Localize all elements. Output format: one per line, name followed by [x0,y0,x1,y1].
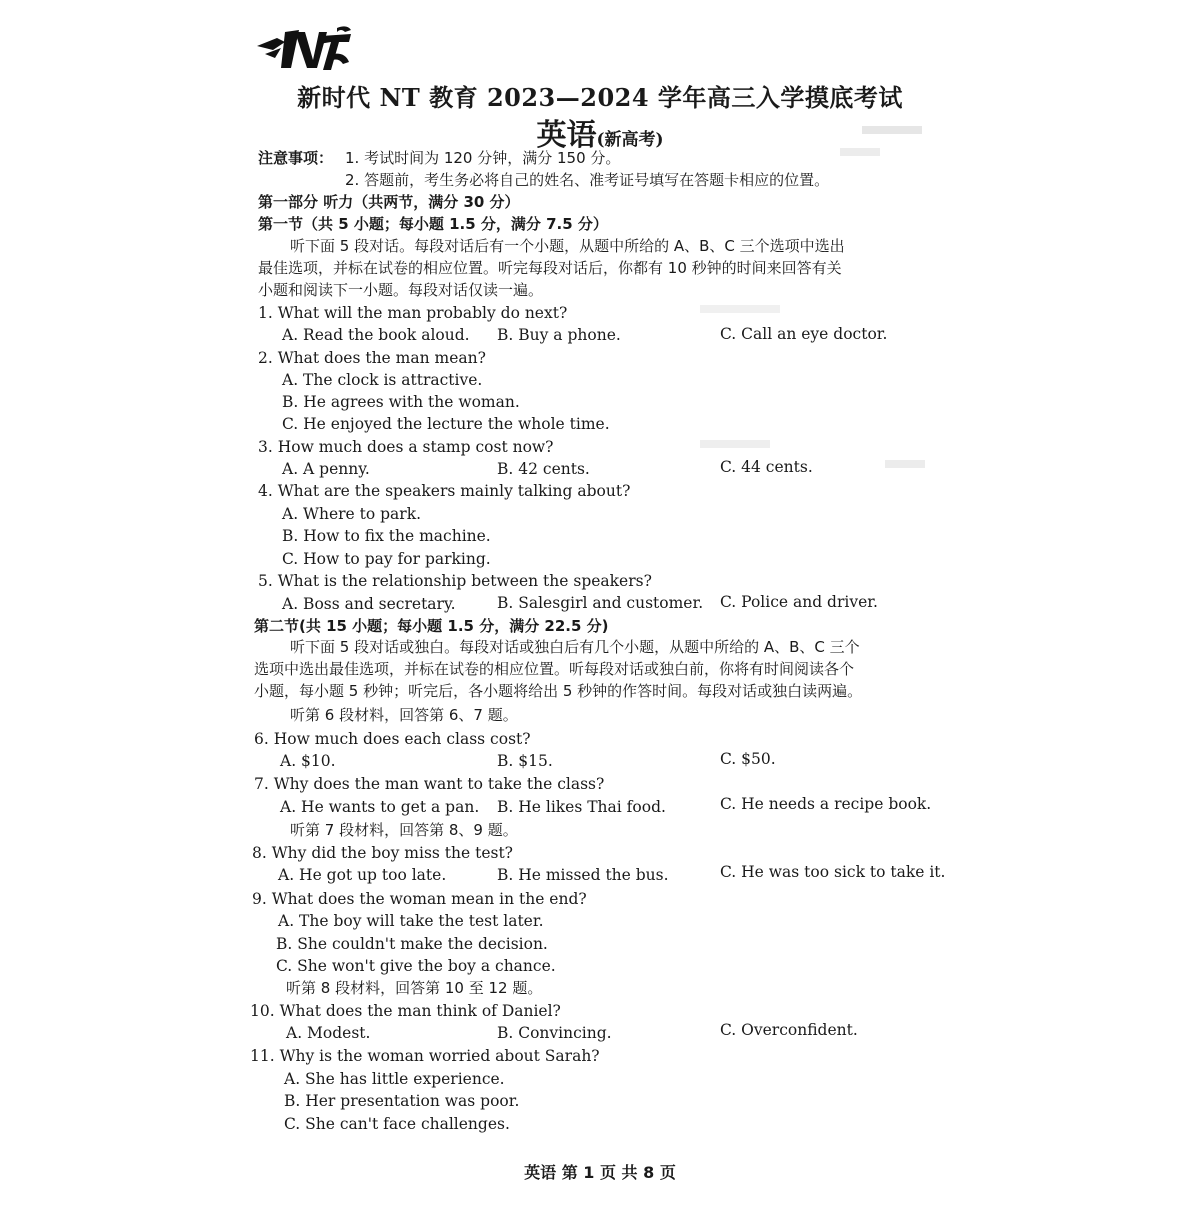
option-a: A. $10. [280,752,336,770]
option-a: A. The boy will take the test later. [278,912,544,930]
option-b: B. Buy a phone. [497,326,621,344]
question-stem: 1. What will the man probably do next? [258,304,568,322]
section2-title: 第二节(共 15 小题；每小题 1.5 分，满分 22.5 分) [254,617,609,635]
option-c: C. $50. [720,750,776,768]
section2-intro-line: 选项中选出最佳选项，并标在试卷的相应位置。听每段对话或独白前，你将有时间阅读各个 [254,660,855,678]
question-stem: 8. Why did the boy miss the test? [252,844,513,862]
option-a: A. Read the book aloud. [282,326,470,344]
option-c: C. How to pay for parking. [282,550,491,568]
option-c: C. She can't face challenges. [284,1115,510,1133]
option-b: B. He likes Thai food. [497,798,666,816]
exam-title: 新时代 NT 教育 2023—2024 学年高三入学摸底考试 [297,83,903,112]
nt-bull-logo-icon [255,24,355,76]
question-stem: 6. How much does each class cost? [254,730,531,748]
option-a: A. He wants to get a pan. [280,798,480,816]
option-a: A. She has little experience. [284,1070,505,1088]
option-a: A. Where to park. [282,505,422,523]
option-b: B. Her presentation was poor. [284,1092,520,1110]
subject-note: (新高考) [596,130,664,150]
section1-intro-line: 最佳选项，并标在试卷的相应位置。听完每段对话后，你都有 10 秒钟的时间来回答有关 [258,259,842,277]
option-c: C. Police and driver. [720,593,878,611]
question-stem: 2. What does the man mean? [258,349,486,367]
section2-intro-line: 听下面 5 段对话或独白。每段对话或独白后有几个小题，从题中所给的 A、B、C 三个 [290,638,860,656]
material-instruction: 听第 6 段材料，回答第 6、7 题。 [290,706,518,724]
part1-title: 第一部分 听力（共两节，满分 30 分） [258,193,520,211]
note-item: 2. 答题前，考生务必将自己的姓名、准考证号填写在答题卡相应的位置。 [345,171,830,189]
notes-label: 注意事项： [258,149,334,167]
subject-name: 英语 [536,118,597,153]
note-item: 1. 考试时间为 120 分钟，满分 150 分。 [345,149,621,167]
question-stem: 7. Why does the man want to take the class? [254,775,605,793]
question-stem: 3. How much does a stamp cost now? [258,438,554,456]
question-stem: 11. Why is the woman worried about Sarah? [250,1047,600,1065]
question-stem: 10. What does the man think of Daniel? [250,1002,561,1020]
option-b: B. She couldn't make the decision. [276,935,548,953]
option-b: B. 42 cents. [497,460,590,478]
option-b: B. Convincing. [497,1024,612,1042]
option-c: C. He needs a recipe book. [720,795,932,813]
question-stem: 9. What does the woman mean in the end? [252,890,587,908]
section1-title: 第一节（共 5 小题；每小题 1.5 分，满分 7.5 分） [258,215,608,233]
section2-intro-line: 小题，每小题 5 秒钟；听完后，各小题将给出 5 秒钟的作答时间。每段对话或独白读两遍。 [254,682,863,700]
option-c: C. He enjoyed the lecture the whole time. [282,415,610,433]
option-a: A. Boss and secretary. [282,595,456,613]
option-c: C. 44 cents. [720,458,813,476]
section1-intro-line: 小题和阅读下一小题。每段对话仅读一遍。 [258,281,544,299]
material-instruction: 听第 7 段材料，回答第 8、9 题。 [290,821,518,839]
option-b: B. Salesgirl and customer. [497,594,704,612]
page-footer: 英语 第 1 页 共 8 页 [524,1163,676,1182]
option-a: A. A penny. [282,460,370,478]
option-b: B. He agrees with the woman. [282,393,520,411]
material-instruction: 听第 8 段材料，回答第 10 至 12 题。 [286,979,543,997]
option-b: B. How to fix the machine. [282,527,491,545]
option-c: C. She won't give the boy a chance. [276,957,556,975]
option-a: A. Modest. [286,1024,371,1042]
question-stem: 4. What are the speakers mainly talking about? [258,482,631,500]
question-stem: 5. What is the relationship between the speakers? [258,572,652,590]
option-c: C. He was too sick to take it. [720,863,946,881]
section1-intro-line: 听下面 5 段对话。每段对话后有一个小题，从题中所给的 A、B、C 三个选项中选出 [290,237,845,255]
option-b: B. He missed the bus. [497,866,669,884]
option-b: B. $15. [497,752,553,770]
option-a: A. He got up too late. [278,866,447,884]
option-c: C. Call an eye doctor. [720,325,888,343]
option-a: A. The clock is attractive. [282,371,483,389]
option-c: C. Overconfident. [720,1021,858,1039]
